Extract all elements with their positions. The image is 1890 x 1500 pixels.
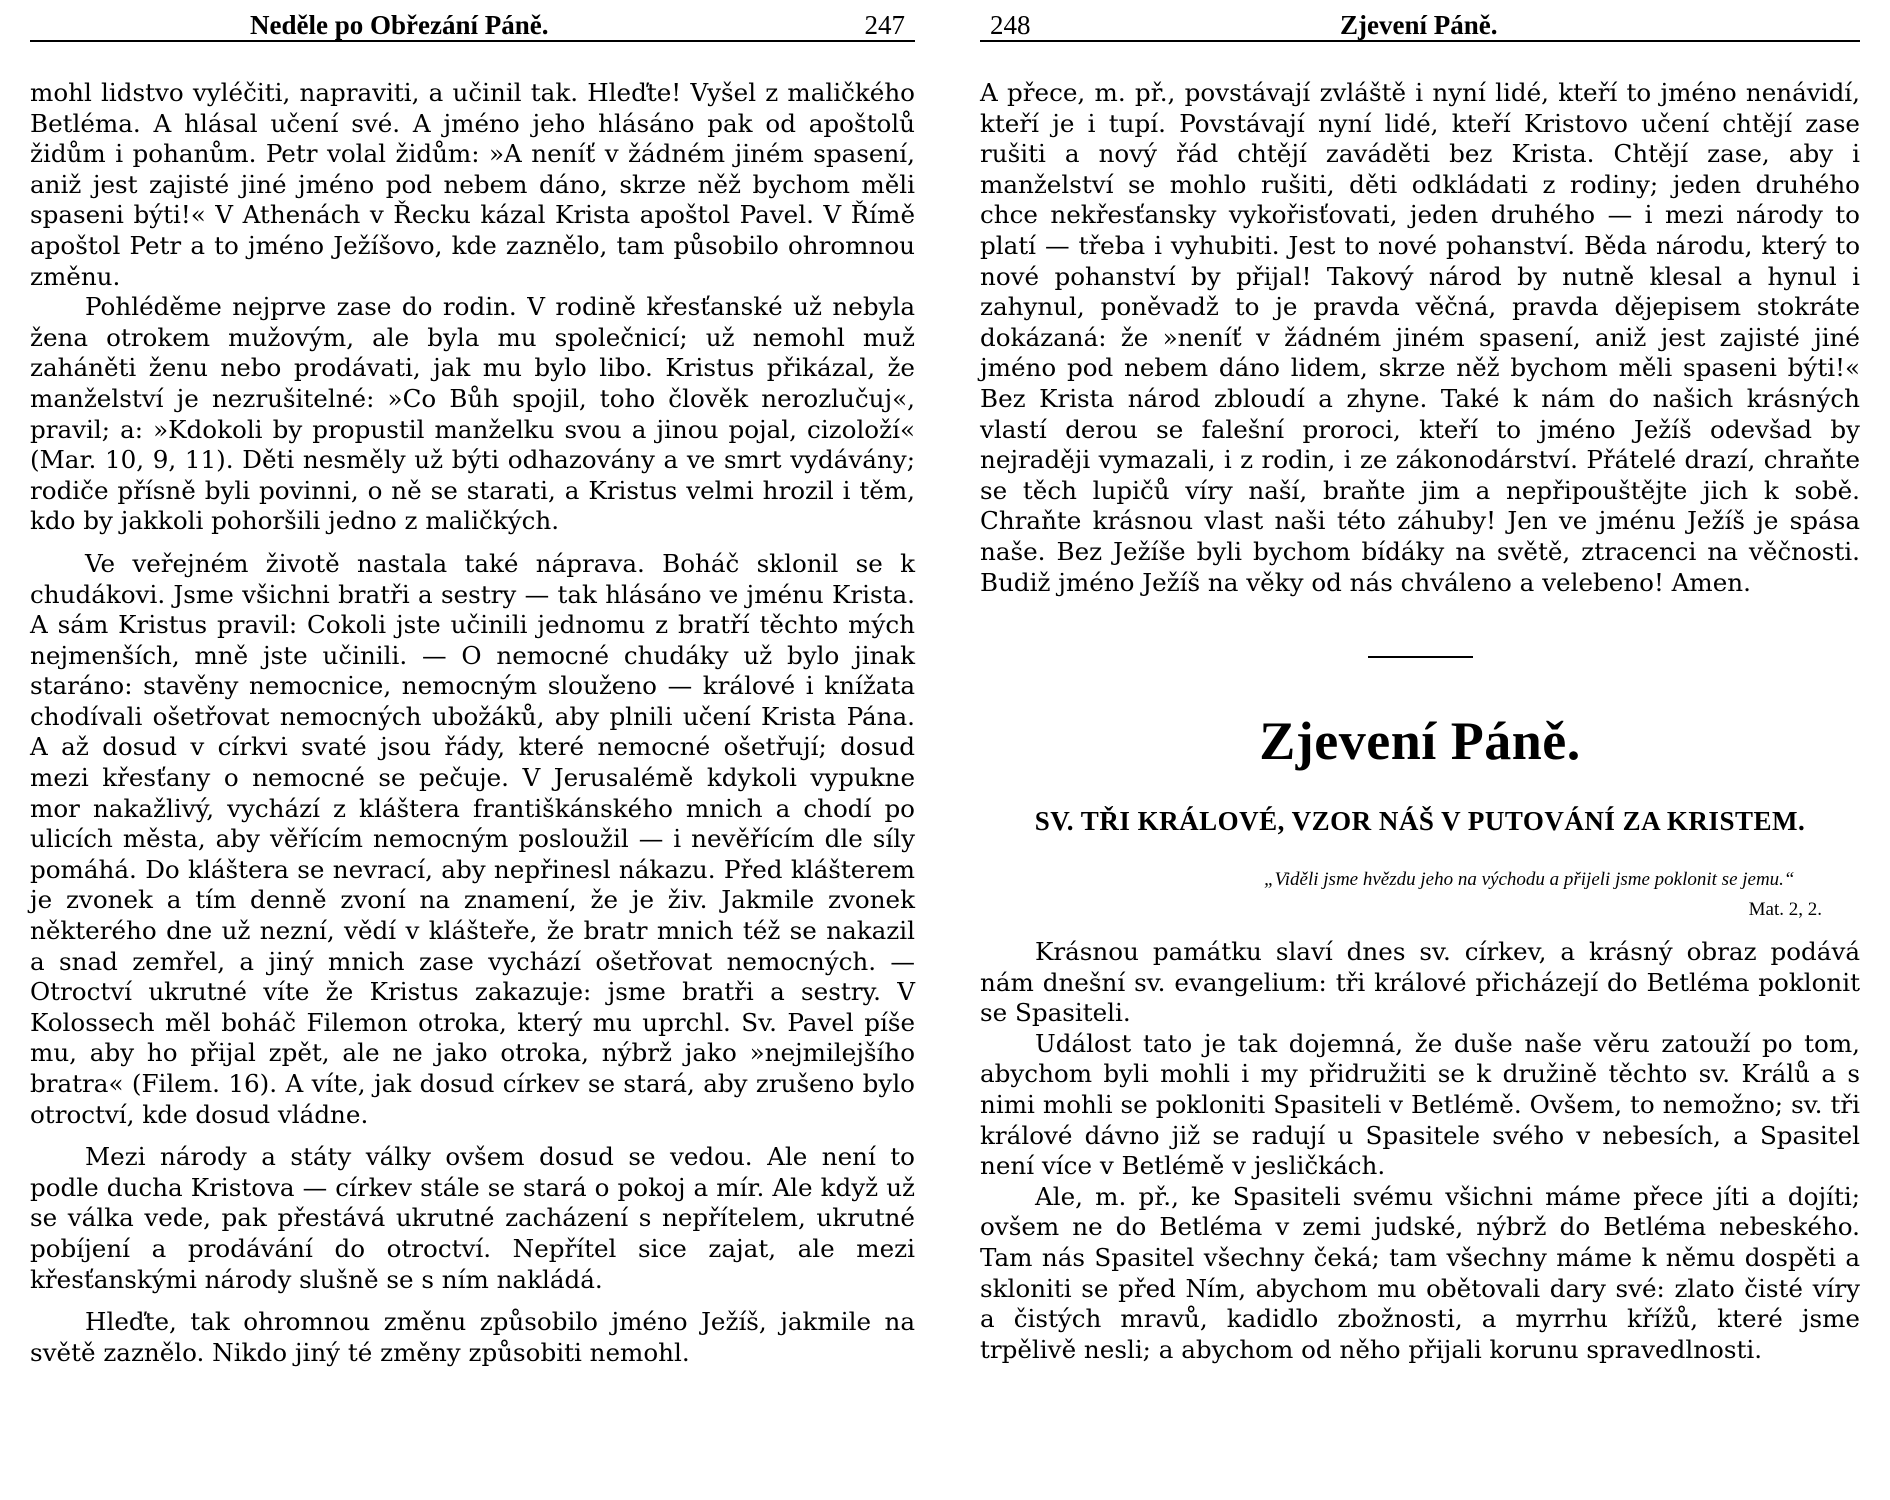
paragraph: Mezi národy a státy války ovšem dosud se vedou. Ale není to podle ducha Kristova — církev stále se stará o pokoj a mír. Ale když už se válka vede, pak přestává ukrutné zacházení s nepřítelem, ukrutné pobíjení a prodávání do otroctví. Nepřítel sice zajat, ale mezi křesťanskými národy slušně se s ním nakládá. xyxy=(30,1142,915,1294)
paragraph: Ale, m. př., ke Spasiteli svému všichni máme přece jíti a dojíti; ovšem ne do Betléma v zemi judské, nýbrž do Betléma nebeského. Tam nás Spasitel všechny čeká; tam všechny máme k němu dospěti a skloniti se před Ním, abychom mu obětovali dary své: zlato čisté víry a čistých mravů, kadidlo zbožnosti, a myrrhu křížů, které jsme trpělivě nesli; a abychom od něho přijali korunu spravedlnosti. xyxy=(980,1181,1860,1364)
paragraph: mohl lidstvo vyléčiti, napraviti, a učinil tak. Hleďte! Vyšel z maličkého Betléma. A hlásal učení své. A jméno jeho hlásáno pak od apoštolů židům i pohanům. Petr volal židům: »A neníť v žádném jiném spasení, aniž jest zajisté jiné jméno pod nebem dáno, skrze něž bychom měli spaseni býti!« V Athenách v Řecku kázal Krista apoštol Pavel. V Římě apoštol Petr a to jméno Ježíšovo, kde zaznělo, tam působilo ohromnou změnu. xyxy=(30,78,915,291)
epigraph-citation: Mat. 2, 2. xyxy=(1748,899,1822,921)
section-divider xyxy=(1368,656,1473,658)
right-page-number: 248 xyxy=(990,10,1031,40)
paragraph: Krásnou památku slaví dnes sv. církev, a krásný obraz podává nám dnešní sv. evangelium: tři králové přicházejí do Betléma poklonit se Spasiteli. xyxy=(980,937,1860,1028)
left-running-title: Neděle po Obřezání Páně. xyxy=(250,10,549,40)
epigraph-text: „Viděli jsme hvězdu jeho na východu a přijeli jsme poklonit se jemu.“ xyxy=(1264,869,1795,891)
left-page xyxy=(30,0,915,1500)
left-page-number: 247 xyxy=(864,10,905,40)
sermon-text xyxy=(980,937,1860,1365)
paragraph: Událost tato je tak dojemná, že duše naše věru zatouží po tom, abychom byli mohli i my přidružiti se k družině těchto sv. Králů a s nimi mohli se pokloniti Spasiteli v Betlémě. Ovšem, to nemožno; sv. tři králové dávno již se radují u Spasitele svého v nebesích, a Spasitel není více v Betlémě v jesličkách. xyxy=(980,1028,1860,1181)
left-page-header xyxy=(30,6,915,42)
left-text-column xyxy=(30,78,915,1368)
epigraph xyxy=(1264,865,1838,921)
right-page-header xyxy=(980,6,1860,42)
paragraph: Pohléděme nejprve zase do rodin. V rodině křesťanské už nebyla žena otrokem mužovým, ale byla mu společnicí; už nemohl muž zaháněti ženu nebo prodávati, jak mu bylo libo. Kristus přikázal, že manželství je nezrušitelné: »Co Bůh spojil, toho člověk nerozlučuj«, pravil; a: »Kdokoli by propustil manželku svou a jinou pojal, cizoloží« (Mar. 10, 9, 11). Děti nesměly už býti odhazovány a ve smrt vydávány; rodiče přísně byli povinni, o ně se starati, a Kristus velmi hrozil i těm, kdo by jakkoli pohoršili jedno z maličkých. xyxy=(30,292,915,536)
paragraph: Ve veřejném životě nastala také náprava. Boháč sklonil se k chudákovi. Jsme všichni bratři a sestry — tak hlásáno ve jménu Krista. A sám Kristus pravil: Cokoli jste učinili jednomu z bratří těchto mých nejmenších, mně jste učinili. — O nemocné chudáky už bylo jinak staráno: stavěny nemocnice, nemocným slouženo — králové i knížata chodívali ošetřovat nemocných ubožáků, aby plnili učení Krista Pána. A až dosud v církvi svaté jsou řády, které nemocné ošetřují; dosud mezi křesťany o nemocné se pečuje. V Jerusalémě kdykoli vypukne mor nakažlivý, vychází z kláštera františkánského mnich a chodí po ulicích města, aby věřícím nemocným posloužil — i nevěřícím dle síly pomáhá. Do kláštera se nevrací, aby nepřinesl nákazu. Před klášterem je zvonek a tím denně zvoní na znamení, že je živ. Jakmile zvonek některého dne už nezní, vědí v klášteře, že bratr mnich též se nakazil a snad zemřel, a jiný mnich zase vychází ošetřovat nemocných. — Otroctví ukrutné víte že Kristus zakazuje: jsme bratři a sestry. V Kolossech měl boháč Filemon otroka, který mu uprchl. Sv. Pavel píše mu, aby ho přijal zpět, ale ne jako otroka, nýbrž jako »nejmilejšího bratra« (Filem. 16). A víte, jak dosud církev se stará, aby zrušeno bylo otroctví, kde dosud vládne. xyxy=(30,548,915,1129)
section-subtitle: SV. TŘI KRÁLOVÉ, VZOR NÁŠ V PUTOVÁNÍ ZA KRISTEM. xyxy=(1034,806,1806,837)
paragraph: Hleďte, tak ohromnou změnu způsobilo jméno Ježíš, jakmile na světě zaznělo. Nikdo jiný té změny způsobiti nemohl. xyxy=(30,1307,915,1367)
right-text-column xyxy=(980,78,1860,598)
paragraph: A přece, m. př., povstávají zvláště i nyní lidé, kteří to jméno nenávidí, kteří je i tupí. Povstávají nyní lidé, kteří Kristovo učení chtějí zase rušiti a nový řád chtějí zaváděti bez Krista. Chtějí zase, aby i manželství se mohlo rušiti, děti odkládati z rodiny; jeden druhého chce nekřesťansky vykořisťovati, jeden druhého — i mezi národy to platí — třeba i vyhubiti. Jest to nové pohanství. Běda národu, který to nové pohanství by přijal! Takový národ by nutně klesal a hynul i zahynul, poněvadž to je pravda věčná, pravda dějepisem stokráte dokázaná: že »neníť v žádném jiném spasení, aniž jest zajisté jiné jméno pod nebem dáno lidem, skrze něž bychom měli spaseni býti!« Bez Krista národ zbloudí a zhyne. Také k nám do našich krásných vlastí derou se falešní proroci, kteří to jméno Ježíš odevšad by nejraději vymazali, i z rodin, i ze zákonodárství. Přátelé drazí, chraňte se těch lupičů víry naší, braňte jim a nepřipouštějte jich k sobě. Chraňte krásnou vlast naši této záhuby! Jen ve jménu Ježíš je spása naše. Bez Ježíše byli bychom bídáky na světě, ztracenci na věčnosti. Budiž jméno Ježíš na věky od nás chváleno a velebeno! Amen. xyxy=(980,78,1860,597)
right-page xyxy=(980,0,1860,1500)
section-title: Zjevení Páně. xyxy=(1259,711,1581,772)
right-running-title: Zjevení Páně. xyxy=(1340,10,1498,40)
